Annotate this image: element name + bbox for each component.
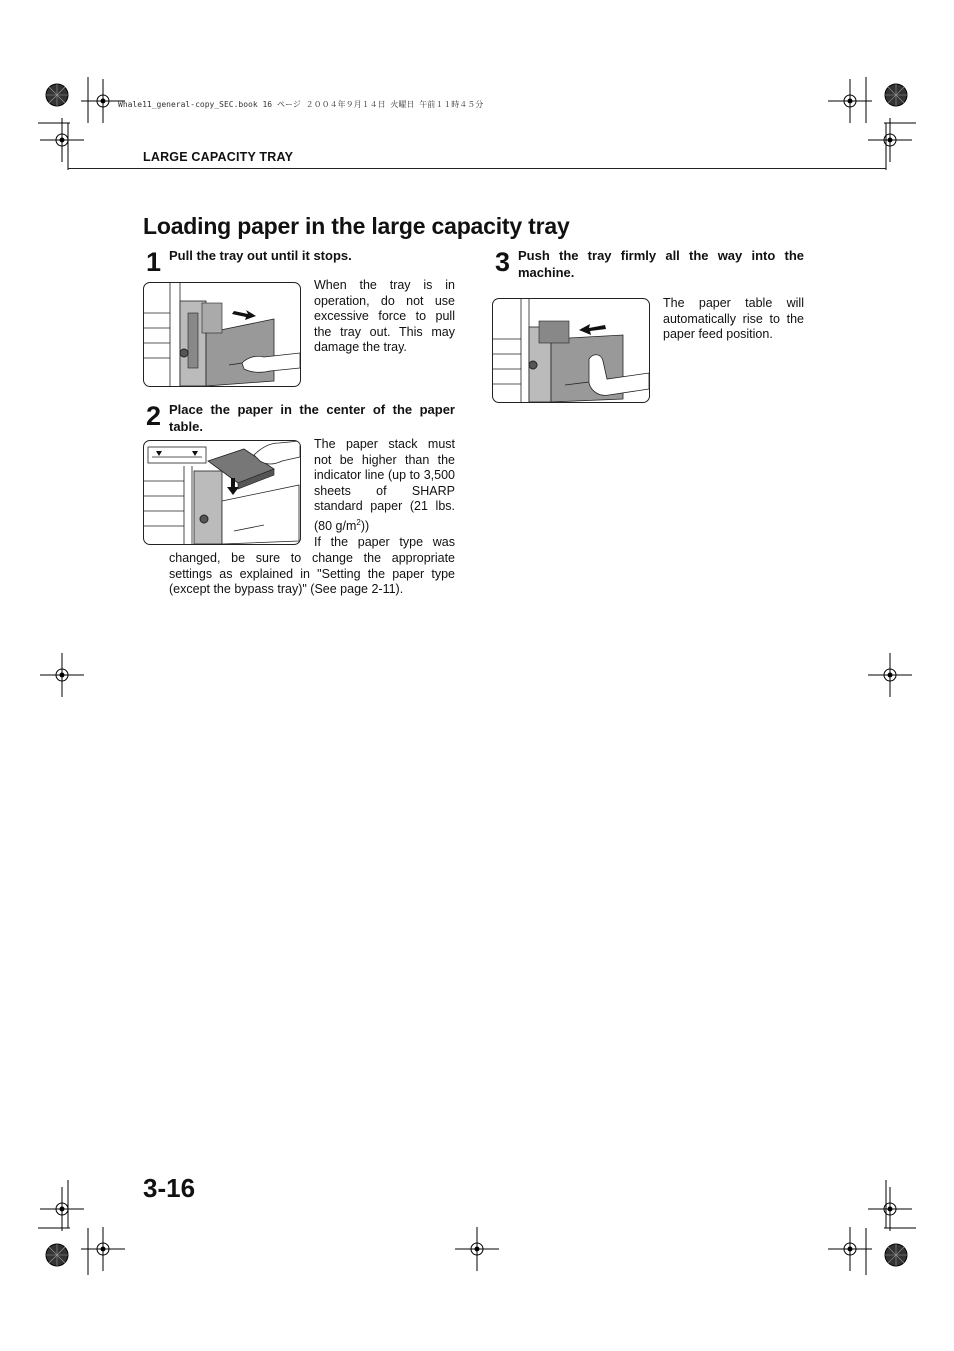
file-info-line: Whale11_general-copy_SEC.book 16 ページ ２００４年９月１４日 火曜日 午前１１時４５分 <box>118 100 484 109</box>
step-1-body: When the tray is in operation, do not use excessive force to pull the tray out. This may damage the tray. <box>314 278 455 355</box>
page-number: 3-16 <box>143 1173 196 1203</box>
step-1-number: 1 <box>146 247 162 277</box>
step-2-heading: Place the paper in the center of the paper table. <box>169 402 455 434</box>
tray-push-in-image <box>493 299 649 402</box>
step-2-note-rest: changed, be sure to change the appropriate settings as explained in "Setting the paper type (except the bypass tray)" (See page 2-11). <box>169 551 455 597</box>
step-2-number: 2 <box>146 401 162 431</box>
step-3-heading: Push the tray firmly all the way into the machine. <box>518 248 804 280</box>
page-title: Loading paper in the large capacity tray <box>143 213 570 239</box>
step-1-illustration <box>143 282 301 387</box>
step-1-heading: Pull the tray out until it stops. <box>169 248 352 263</box>
running-header: LARGE CAPACITY TRAY <box>143 150 294 164</box>
step-2-body-end: )) <box>360 519 370 534</box>
step-3-body: The paper table will automatically rise to the paper feed position. <box>663 296 804 342</box>
step-2-body <box>314 437 455 535</box>
header-rule <box>68 168 886 169</box>
step-2-body-text: The paper stack must not be higher than the indicator line (up to 3,500 sheets of SHARP standard paper (21 lbs. (80 g/m <box>314 437 455 534</box>
step-2-note-first: If the paper type was <box>314 535 455 549</box>
paper-loading-image <box>144 441 300 544</box>
step-2-illustration <box>143 440 301 545</box>
step-3-number: 3 <box>495 247 511 277</box>
step-3-illustration <box>492 298 650 403</box>
tray-pull-out-image <box>144 283 300 386</box>
step-2-body-sup: 2 <box>356 517 361 527</box>
